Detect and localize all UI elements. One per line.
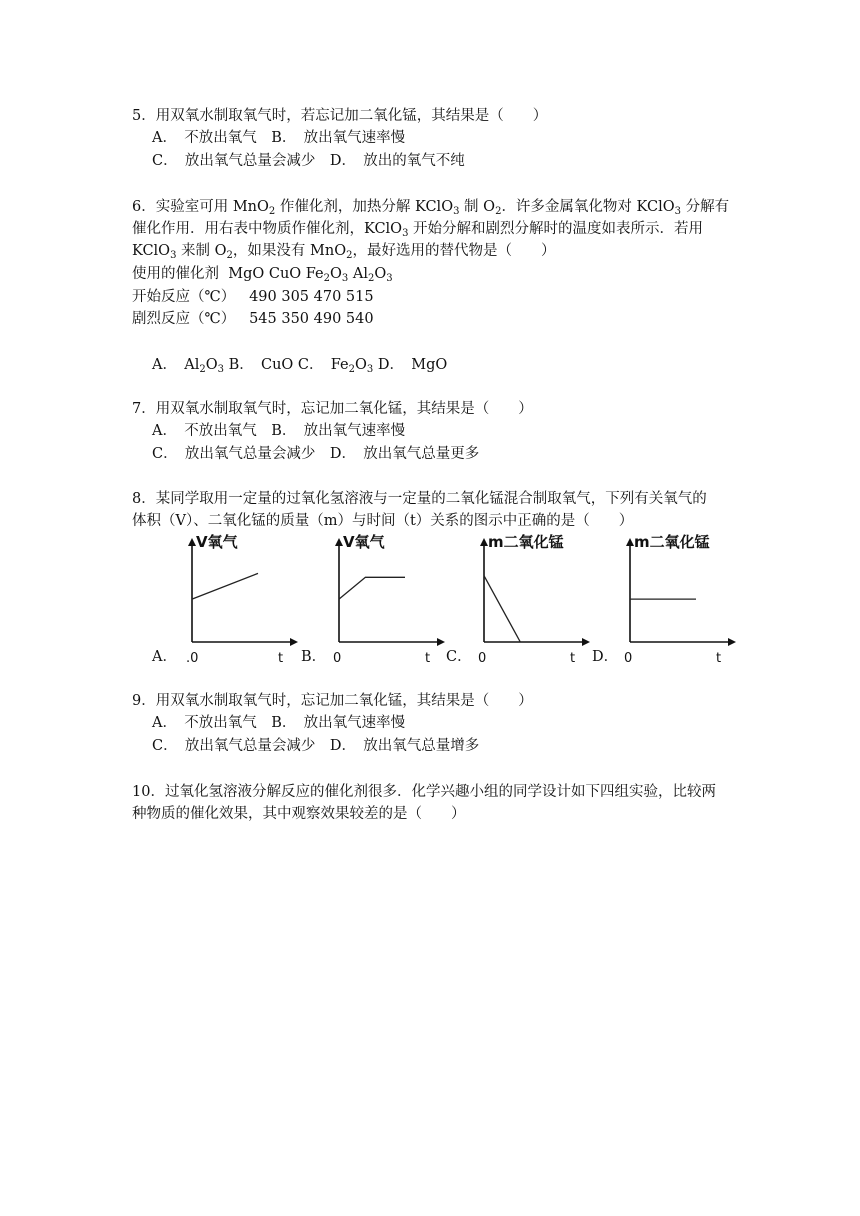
q6-text: 6．实验室可用 MnO [132,199,269,215]
graph-d-x-arrow [728,638,736,646]
q9-options-row2: C． 放出氧气总量会减少 D． 放出氧气总量增多 [152,738,480,754]
q6-option-a: A． Al [152,357,200,373]
graph-a-data-line [192,573,258,599]
graph-c-x-arrow [582,638,590,646]
graph-d-x-label: t [716,651,722,666]
table-row-values: O [330,266,342,282]
q8-graph-a [180,532,300,667]
graph-a-svg [180,532,300,667]
graph-d-origin-label: 0 [624,651,633,666]
table-row-label: 使用的催化剂 [132,266,219,282]
q8-stem-line2: 体积（V）、二氧化锰的质量（m）与时间（t）关系的图示中正确的是（ ） [132,513,634,529]
subscript: 3 [402,228,409,239]
q10-stem-line1: 10．过氧化氢溶液分解反应的催化剂很多．化学兴趣小组的同学设计如下四组实验，比较两 [132,784,716,800]
q7-stem: 7．用双氧水制取氧气时，忘记加二氧化锰，其结果是（ ） [132,401,533,417]
table-row-label: 开始反应（℃） [132,289,236,305]
graph-a-x-label: t [278,651,284,666]
q6-text: 来制 O [176,243,227,259]
graph-c-y-arrow [480,538,488,546]
q8-option-b-label: B． [301,649,327,665]
table-row-label: 剧烈反应（℃） [132,311,236,327]
q6-options [152,355,447,375]
subscript: 2 [495,206,502,217]
graph-c-data-line [484,576,520,642]
graph-a-y-label: V氧气 [196,533,238,551]
q7-options-row2: C． 放出氧气总量会减少 D． 放出氧气总量更多 [152,446,480,462]
graph-d-y-label: m二氧化锰 [634,533,710,551]
subscript: 2 [199,364,206,375]
q8-graph-d [618,532,738,667]
table-row-values: 490 305 470 515 [249,289,374,305]
q7-options-row1: A． 不放出氧气 B． 放出氧气速率慢 [152,423,406,439]
subscript: 2 [268,206,276,217]
graph-b-y-arrow [335,538,343,546]
q6-table-row-vigorous [132,309,374,329]
graph-b-svg [327,532,447,667]
q6-table-row-start [132,287,374,307]
q8-option-c-label: C． [446,649,472,665]
subscript: 3 [170,250,177,261]
subscript: 2 [226,250,233,261]
graph-d-y-arrow [626,538,634,546]
graph-b-origin-label: 0 [333,651,342,666]
q6-option-b-c: B． CuO C． Fe [223,357,349,373]
table-row-values: MgO CuO Fe [228,266,324,282]
graph-b-x-arrow [437,638,445,646]
subscript: 3 [341,273,349,284]
q6-text: ．许多金属氧化物对 KClO [501,199,675,215]
q8-stem-line1: 8．某同学取用一定量的过氧化氢溶液与一定量的二氧化锰混合制取氧气，下列有关氧气的 [132,491,707,507]
q6-text: 分解有 [680,199,730,215]
q6-text: ，如果没有 MnO [232,243,347,259]
graph-c-svg [472,532,592,667]
q6-text: 开始分解和剧烈分解时的温度如表所示．若用 [408,221,704,237]
q6-text: 作催化剂，加热分解 KClO [275,199,454,215]
graph-a-origin-label: .0 [186,651,199,666]
q6-stem-line1 [132,197,729,217]
subscript: 3 [217,364,224,375]
subscript: 2 [323,273,330,284]
table-row-values: O [374,266,387,282]
q8-graph-c [472,532,592,667]
graph-d-svg [618,532,738,667]
q6-option-c: O [355,357,367,373]
subscript: 3 [453,206,460,217]
subscript: 3 [386,273,393,284]
q8-option-d-label: D． [592,649,619,665]
table-row-values: 545 350 490 540 [249,311,374,327]
q6-table-row-catalyst [132,264,393,284]
subscript: 3 [366,364,374,375]
graph-b-data-line [339,577,405,599]
subscript: 2 [348,364,355,375]
q9-stem: 9．用双氧水制取氧气时，忘记加二氧化锰，其结果是（ ） [132,693,533,709]
graph-a-x-arrow [290,638,298,646]
q6-option-d: D． MgO [373,357,448,373]
q5-stem: 5．用双氧水制取氧气时，若忘记加二氧化锰，其结果是（ ） [132,108,548,124]
graph-b-y-label: V氧气 [343,533,385,551]
q8-graph-b [327,532,447,667]
q6-stem-line2 [132,219,703,239]
q5-options-row2: C． 放出氧气总量会减少 D． 放出的氧气不纯 [152,153,465,169]
q6-option-a: O [205,357,218,373]
graph-c-x-label: t [570,651,576,666]
table-row-values: Al [348,266,368,282]
graph-c-y-label: m二氧化锰 [488,533,564,551]
q5-options-row1: A． 不放出氧气 B． 放出氧气速率慢 [152,130,406,146]
graph-b-x-label: t [425,651,431,666]
q6-text: KClO [132,243,171,259]
q6-text: 催化作用．用右表中物质作催化剂，KClO [132,221,403,237]
q6-text: 制 O [459,199,496,215]
q8-option-a-label: A． [152,649,177,665]
q6-stem-line3 [132,241,555,261]
graph-c-origin-label: 0 [478,651,487,666]
graph-a-y-arrow [188,538,196,546]
q10-stem-line2: 种物质的催化效果，其中观察效果较差的是（ ） [132,806,466,822]
subscript: 3 [674,206,681,217]
q6-text: ，最好选用的替代物是（ ） [352,243,556,259]
subscript: 2 [367,273,375,284]
q9-options-row1: A． 不放出氧气 B． 放出氧气速率慢 [152,715,406,731]
subscript: 2 [346,250,353,261]
